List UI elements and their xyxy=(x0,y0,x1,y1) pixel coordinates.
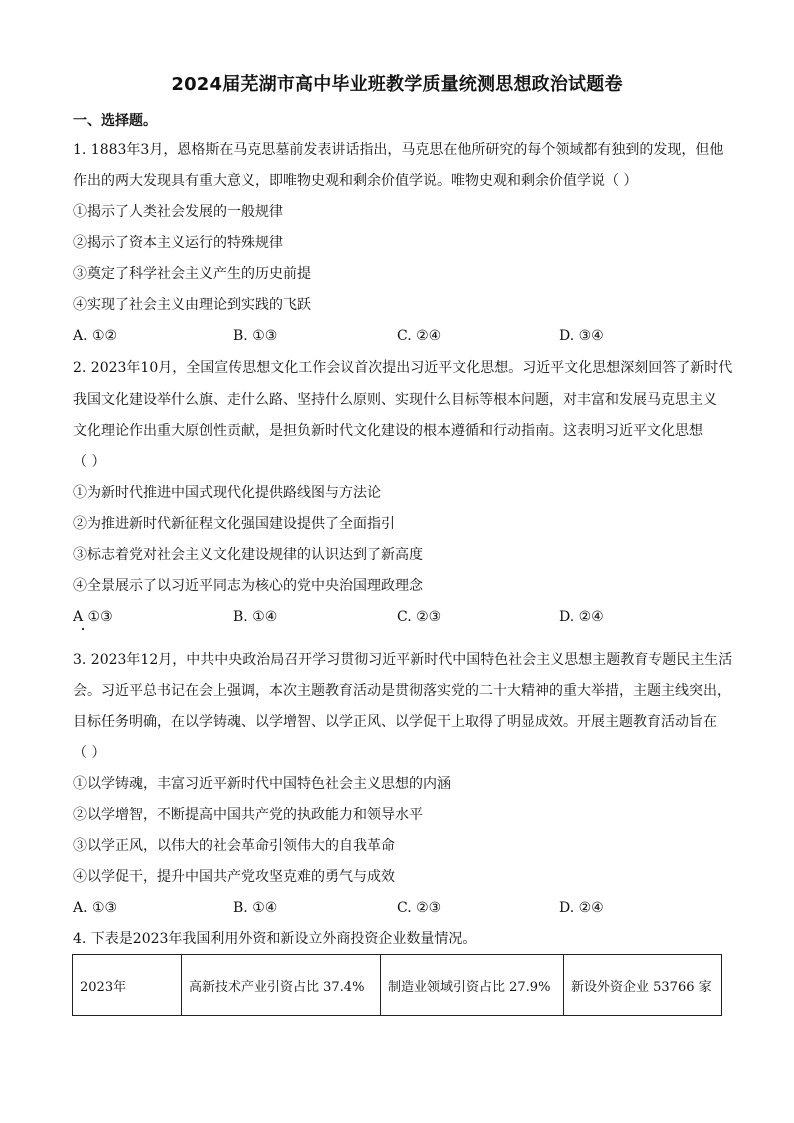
page-title: 2024届芜湖市高中毕业班教学质量统测思想政治试题卷 xyxy=(171,74,623,95)
table-cell-hightech: 高新技术产业引资占比 37.4% xyxy=(182,955,381,1016)
q1-item-3: ③奠定了科学社会主义产生的历史前提 xyxy=(73,266,311,282)
q3-option-b[interactable]: B. ①④ xyxy=(233,900,278,916)
q2-stem-line-1: 2. 2023年10月，全国宣传思想文化工作会议首次提出习近平文化思想。习近平文化思想深刻回答了新时代 xyxy=(73,360,733,376)
q2-option-a[interactable]: A ①③ xyxy=(73,609,113,625)
q2-option-c[interactable]: C. ②③ xyxy=(397,609,442,625)
q1-stem-line-2: 作出的两大发现具有重大意义，即唯物史观和剩余价值学说。唯物史观和剩余价值学说（ ） xyxy=(73,173,638,189)
table-cell-year: 2023年 xyxy=(73,955,182,1016)
q2-option-b[interactable]: B. ①④ xyxy=(233,609,278,625)
q2-stem-line-3: 文化理论作出重大原创性贡献，是担负新时代文化建设的根本遵循和行动指南。这表明习近平文化思想 xyxy=(73,423,703,439)
q2-item-1: ①为新时代推进中国式现代化提供路线图与方法论 xyxy=(73,485,381,501)
q3-item-4: ④以学促干，提升中国共产党攻坚克难的勇气与成效 xyxy=(73,869,395,885)
stray-dot-mark xyxy=(82,628,84,630)
q2-item-2: ②为推进新时代新征程文化强国建设提供了全面指引 xyxy=(73,516,395,532)
q3-item-3: ③以学正风，以伟大的社会革命引领伟大的自我革命 xyxy=(73,838,395,854)
q3-answer-paren: （ ） xyxy=(73,745,106,761)
q1-option-b[interactable]: B. ①③ xyxy=(233,328,278,344)
q3-item-1: ①以学铸魂，丰富习近平新时代中国特色社会主义思想的内涵 xyxy=(73,776,451,792)
q3-stem-line-1: 3. 2023年12月，中共中央政治局召开学习贯彻习近平新时代中国特色社会主义思想主题教育专题民主生活 xyxy=(73,652,733,668)
q4-stem: 4. 下表是2023年我国利用外资和新设立外商投资企业数量情况。 xyxy=(73,931,477,947)
q1-item-2: ②揭示了资本主义运行的特殊规律 xyxy=(73,235,283,251)
q1-option-d[interactable]: D. ③④ xyxy=(559,328,604,344)
q2-option-d[interactable]: D. ②④ xyxy=(559,609,604,625)
q3-option-c[interactable]: C. ②③ xyxy=(397,900,442,916)
table-cell-manufacturing: 制造业领域引资占比 27.9% xyxy=(381,955,564,1016)
q1-item-4: ④实现了社会主义由理论到实践的飞跃 xyxy=(73,297,311,313)
q2-item-4: ④全景展示了以习近平同志为核心的党中央治国理政理念 xyxy=(73,578,423,594)
q3-stem-line-3: 目标任务明确，在以学铸魂、以学增智、以学正风、以学促干上取得了明显成效。开展主题教育活动旨在 xyxy=(73,714,717,730)
section-heading: 一、选择题。 xyxy=(73,113,157,129)
q3-option-a[interactable]: A. ①③ xyxy=(73,900,118,916)
q1-option-a[interactable]: A. ①② xyxy=(73,328,118,344)
q2-item-3: ③标志着党对社会主义文化建设规律的认识达到了新高度 xyxy=(73,547,423,563)
q3-item-2: ②以学增智，不断提高中国共产党的执政能力和领导水平 xyxy=(73,807,423,823)
q1-option-c[interactable]: C. ②④ xyxy=(397,328,442,344)
table-cell-new-enterprises: 新设外资企业 53766 家 xyxy=(564,955,722,1016)
table-row xyxy=(73,955,722,1016)
q2-answer-paren: （ ） xyxy=(73,454,106,470)
q1-stem-line-1: 1. 1883年3月，恩格斯在马克思墓前发表讲话指出，马克思在他所研究的每个领域都有独到的发现，但他 xyxy=(73,142,724,158)
q4-data-table xyxy=(72,954,722,1016)
q3-stem-line-2: 会。习近平总书记在会上强调，本次主题教育活动是贯彻落实党的二十大精神的重大举措，主题主线突出， xyxy=(73,683,731,699)
q1-item-1: ①揭示了人类社会发展的一般规律 xyxy=(73,204,283,220)
q3-option-d[interactable]: D. ②④ xyxy=(559,900,604,916)
q2-stem-line-2: 我国文化建设举什么旗、走什么路、坚持什么原则、实现什么目标等根本问题，对丰富和发展马克思主义 xyxy=(73,392,717,408)
